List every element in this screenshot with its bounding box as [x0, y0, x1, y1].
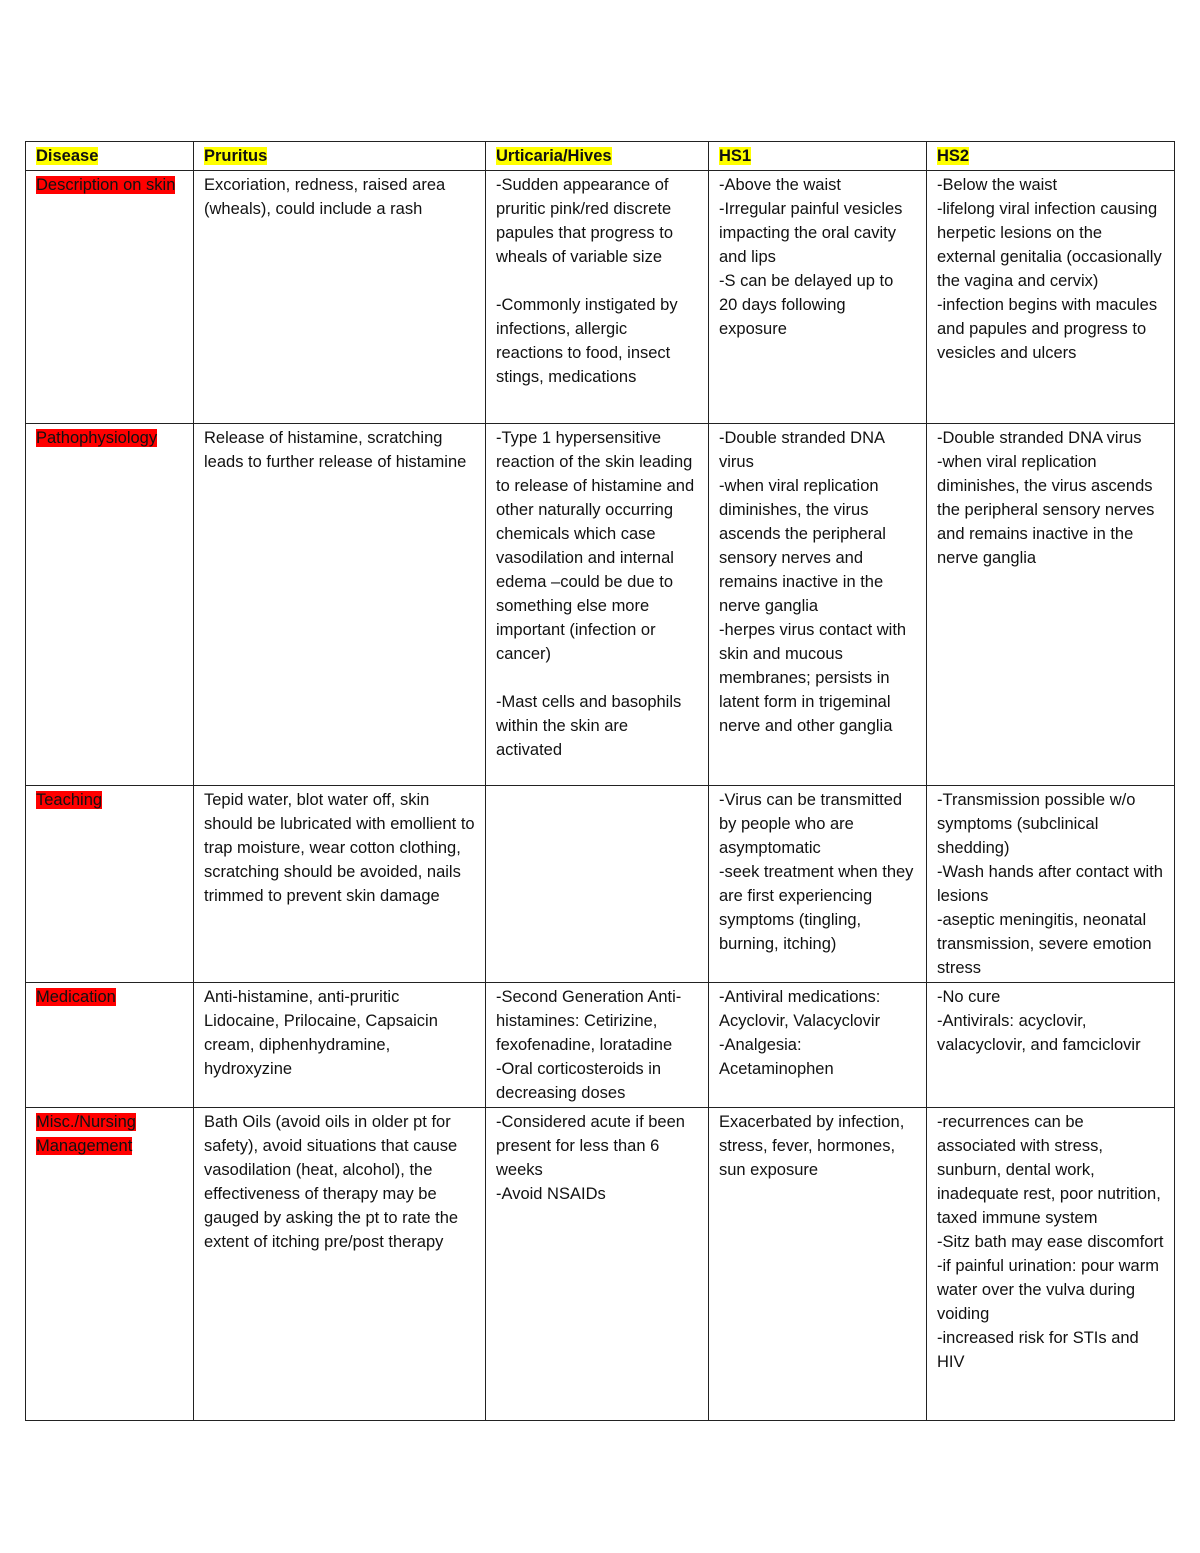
header-label: Urticaria/Hives — [496, 147, 612, 165]
header-label: Pruritus — [204, 147, 268, 165]
row-label: Description on skin — [36, 176, 176, 194]
row-label: Misc./Nursing Management — [36, 1113, 136, 1155]
table-cell: -recurrences can be associated with stress, sunburn, dental work, inadequate rest, poor nutrition, taxed immune system -Sitz bath may ease discomfort -if painful urination: pour warm water over the vulva during voiding -increased risk for STIs and HIV — [927, 1108, 1175, 1421]
row-label: Medication — [36, 988, 116, 1006]
row-label-cell — [26, 1108, 194, 1421]
table-cell: -Below the waist -lifelong viral infection causing herpetic lesions on the external genitalia (occasionally the vagina and cervix) -infection begins with macules and papules and progress to vesicles and ulcers — [927, 171, 1175, 424]
table-header-row — [26, 142, 1175, 171]
table-cell: -Sudden appearance of pruritic pink/red discrete papules that progress to wheals of variable size -Commonly instigated by infections, allergic reactions to food, insect stings, medications — [486, 171, 709, 424]
header-cell-hs1 — [709, 142, 927, 171]
table-cell: Tepid water, blot water off, skin should be lubricated with emollient to trap moisture, wear cotton clothing, scratching should be avoided, nails trimmed to prevent skin damage — [194, 786, 486, 983]
table-cell: Bath Oils (avoid oils in older pt for safety), avoid situations that cause vasodilation (heat, alcohol), the effectiveness of therapy may be gauged by asking the pt to rate the extent of itching pre/post therapy — [194, 1108, 486, 1421]
header-label: HS2 — [937, 147, 970, 165]
document-page — [25, 141, 1174, 1421]
row-label: Teaching — [36, 791, 103, 809]
table-cell: -Double stranded DNA virus -when viral replication diminishes, the virus ascends the peripheral sensory nerves and remains inactive in the nerve ganglia -herpes virus contact with skin and mucous membranes; persists in latent form in trigeminal nerve and other ganglia — [709, 424, 927, 786]
row-label: Pathophysiology — [36, 429, 158, 447]
row-label-cell — [26, 786, 194, 983]
table-row-teaching — [26, 786, 1175, 983]
table-row-description — [26, 171, 1175, 424]
table-cell: -Considered acute if been present for less than 6 weeks -Avoid NSAIDs — [486, 1108, 709, 1421]
table-cell: Release of histamine, scratching leads to further release of histamine — [194, 424, 486, 786]
table-row-pathophysiology — [26, 424, 1175, 786]
table-row-medication — [26, 983, 1175, 1108]
table-cell: -No cure -Antivirals: acyclovir, valacyclovir, and famciclovir — [927, 983, 1175, 1108]
header-cell-urticaria — [486, 142, 709, 171]
header-label: HS1 — [719, 147, 752, 165]
row-label-cell — [26, 171, 194, 424]
disease-comparison-table — [25, 141, 1175, 1421]
row-label-cell — [26, 983, 194, 1108]
header-label: Disease — [36, 147, 99, 165]
table-cell: -Antiviral medications: Acyclovir, Valacyclovir -Analgesia: Acetaminophen — [709, 983, 927, 1108]
table-row-misc-nursing — [26, 1108, 1175, 1421]
row-label-cell — [26, 424, 194, 786]
table-cell: Exacerbated by infection, stress, fever, hormones, sun exposure — [709, 1108, 927, 1421]
table-cell: -Above the waist -Irregular painful vesicles impacting the oral cavity and lips -S can be delayed up to 20 days following exposure — [709, 171, 927, 424]
table-cell — [486, 786, 709, 983]
table-cell: -Type 1 hypersensitive reaction of the skin leading to release of histamine and other naturally occurring chemicals which case vasodilation and internal edema –could be due to something else more important (infection or cancer) -Mast cells and basophils within the skin are activated — [486, 424, 709, 786]
header-cell-hs2 — [927, 142, 1175, 171]
table-cell: -Transmission possible w/o symptoms (subclinical shedding) -Wash hands after contact with lesions -aseptic meningitis, neonatal transmission, severe emotion stress — [927, 786, 1175, 983]
table-cell: Anti-histamine, anti-pruritic Lidocaine, Prilocaine, Capsaicin cream, diphenhydramine, hydroxyzine — [194, 983, 486, 1108]
table-cell: -Double stranded DNA virus -when viral replication diminishes, the virus ascends the peripheral sensory nerves and remains inactive in the nerve ganglia — [927, 424, 1175, 786]
header-cell-pruritus — [194, 142, 486, 171]
table-cell: -Virus can be transmitted by people who are asymptomatic -seek treatment when they are first experiencing symptoms (tingling, burning, itching) — [709, 786, 927, 983]
table-cell: -Second Generation Anti-histamines: Cetirizine, fexofenadine, loratadine -Oral corticosteroids in decreasing doses — [486, 983, 709, 1108]
table-cell: Excoriation, redness, raised area (wheals), could include a rash — [194, 171, 486, 424]
header-cell-disease — [26, 142, 194, 171]
